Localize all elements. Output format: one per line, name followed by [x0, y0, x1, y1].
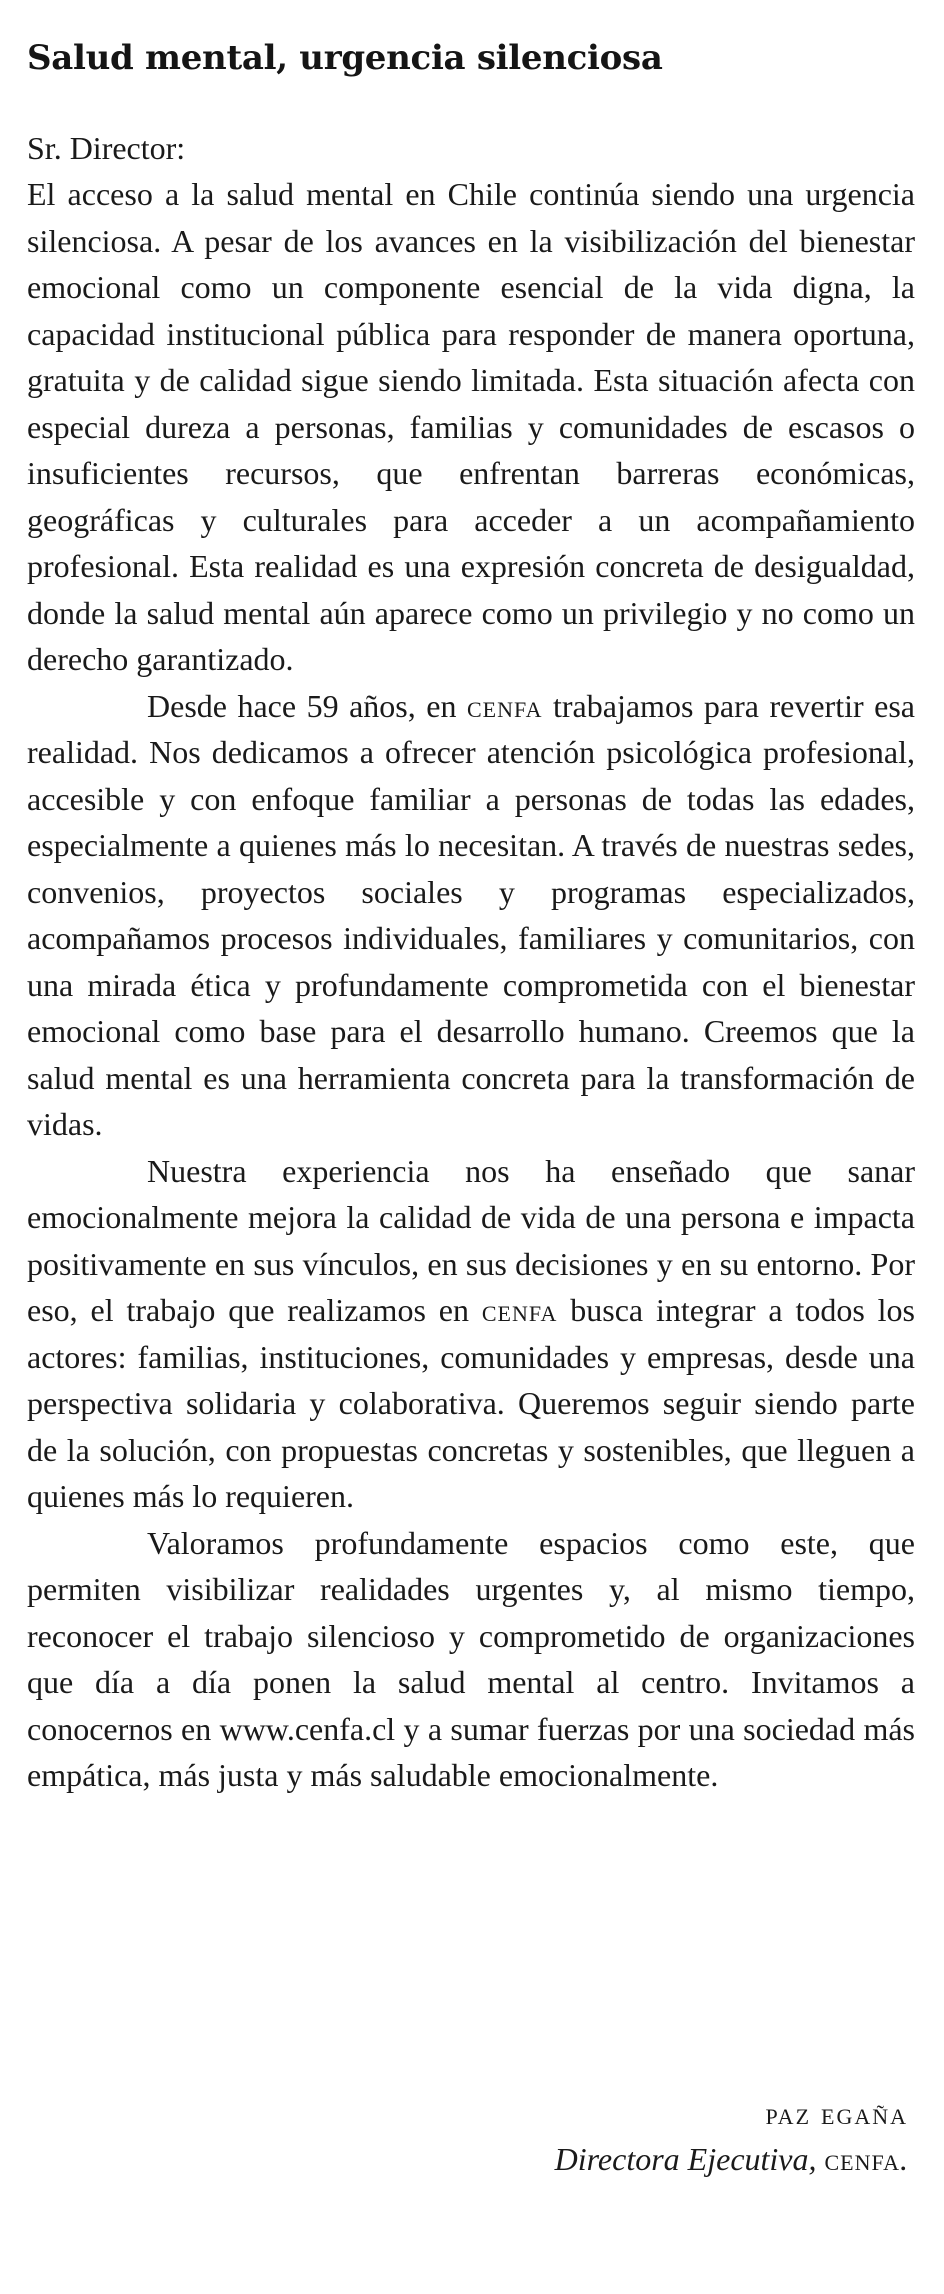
paragraph-2-text-a: Desde hace 59 años, en — [147, 687, 467, 724]
paragraph-1: El acceso a la salud mental en Chile continúa siendo una urgencia silenciosa. A pesar de los avances en la visibilización del bienestar emocional como un componente esencial de la vida digna, la capacidad institucional pública para responder de manera oportuna, gratuita y de calidad sigue siendo limitada. Esta situación afecta con especial dureza a personas, familias y comunidades de escasos o insuficientes recursos, que enfrentan barreras económicas, geográficas y culturales para acceder a un acompañamiento profesional. Esta realidad es una expresión concreta de desigualdad, donde la salud mental aún aparece como un privilegio y no como un derecho garantizado. — [27, 176, 915, 678]
signature-period: . — [900, 2141, 908, 2177]
paragraph-4: Valoramos profundamente espacios como este, que permiten visibilizar realidades urgentes y, al mismo tiempo, reconocer el trabajo silencioso y comprometido de organizaciones que día a día ponen la salud mental al centro. Invitamos a conocernos en www.cenfa.cl y a sumar fuerzas por una sociedad más empática, más justa y más saludable emocionalmente. — [27, 1524, 915, 1794]
salutation: Sr. Director: — [27, 129, 186, 166]
paragraph-2 — [27, 683, 915, 1148]
letter-body — [27, 125, 915, 1799]
signature-name: paz egaña — [765, 2095, 908, 2131]
paragraph-2-text-b: trabajamos para revertir esa realidad. Nos dedicamos a ofrecer atención psicológica profesional, accesible y con enfoque familiar a personas de todas las edades, especialmente a quienes más lo necesitan. A través de nuestras sedes, convenios, proyectos sociales y programas especializados, acompañamos procesos individuales, familiares y comunitarios, con una mirada ética y profundamente comprometida con el bienestar emocional como base para el desarrollo humano. Creemos que la salud mental es una herramienta concreta para la transformación de vidas. — [27, 687, 916, 1143]
paragraph-3-text-b: busca integrar a todos los actores: familias, instituciones, comunidades y empresas, desde una perspectiva solidaria y colaborativa. Queremos seguir siendo parte de la solución, con propuestas concretas y sostenibles, que lleguen a quienes más lo requieren. — [27, 1292, 916, 1515]
organization-name: cenfa — [481, 1292, 558, 1329]
paragraph-3 — [27, 1148, 915, 1520]
signature-organization: cenfa — [824, 2141, 900, 2177]
paragraph-3-text-a: Nuestra experiencia nos ha enseñado que sanar emocionalmente mejora la calidad de vida de una persona e impacta positivamente en sus vínculos, en sus decisiones y en su entorno. Por eso, el trabajo que realizamos en — [27, 1152, 915, 1329]
organization-name: cenfa — [467, 687, 543, 724]
signature-title: Directora Ejecutiva, — [554, 2141, 825, 2177]
letter — [27, 38, 915, 1799]
letter-title: Salud mental, urgencia silenciosa — [27, 38, 663, 78]
signature-block — [555, 2090, 908, 2182]
signature-role — [555, 2136, 908, 2182]
